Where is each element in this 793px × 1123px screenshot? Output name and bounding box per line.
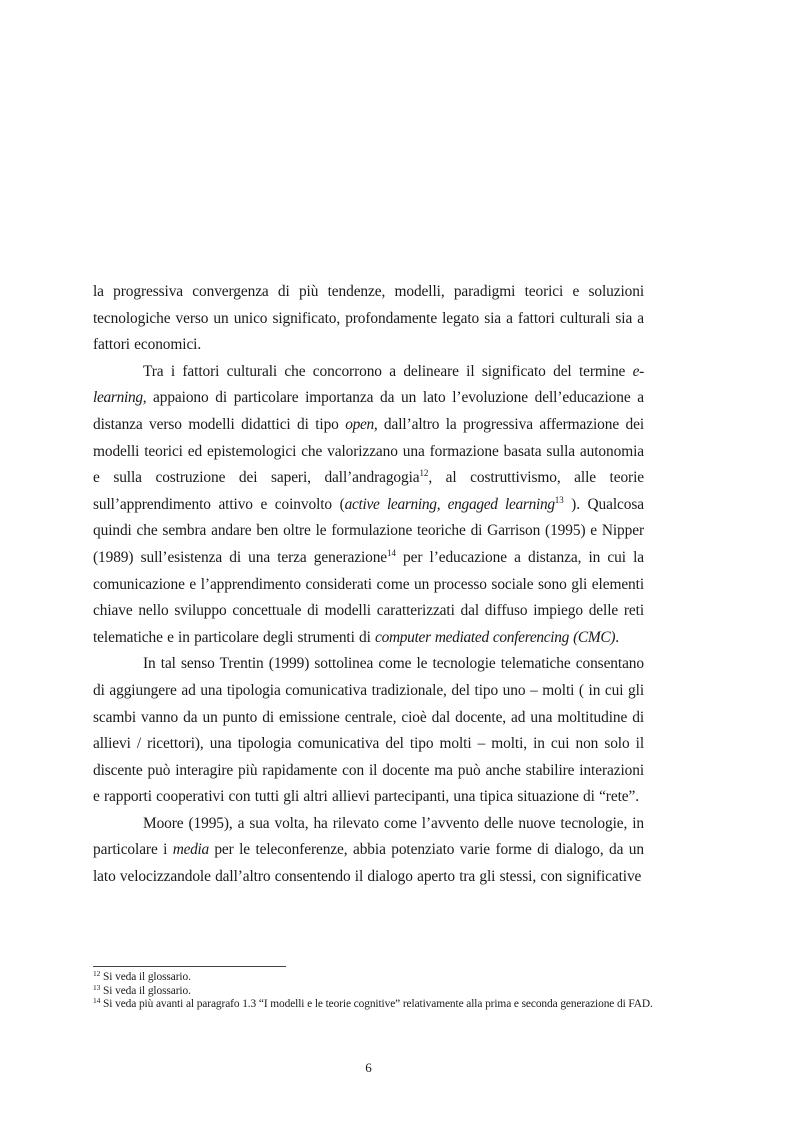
footnote-14 [93,998,653,1012]
footnote-text: Si veda il glossario. [100,971,191,983]
term-e-learning: e-learning, [93,362,644,407]
footnote-number: 14 [93,996,101,1006]
paragraph-4: Moore (1995), a sua volta, ha rilevato come l’avvento delle nuove tecnologie, in particolare i media per le teleconferenze, abbia potenziato varie forme di dialogo, da un lato velocizzandole dall’altro consentendo il dialogo aperto tra gli stessi, con significative [93,814,644,886]
footnote-text: Si veda più avanti al paragrafo 1.3 “I modelli e le teorie cognitive” relativamente alla prima e seconda generazione di FAD. [100,998,653,1011]
footnote-number: 12 [93,969,101,978]
footnote-ref-13[interactable]: 13 [554,494,564,505]
term-media: media [172,841,209,859]
body-text [93,279,644,891]
term-open: open, [345,415,378,433]
paragraph-1: la progressiva convergenza di più tendenze, modelli, paradigmi teorici e soluzioni tecnologiche verso un unico significato, profondamente legato sia a fattori culturali sia a fattori economici. [93,283,644,354]
footnote-13 [93,982,653,999]
footnote-ref-12[interactable]: 12 [419,468,429,479]
paragraph-2: Tra i fattori culturali che concorrono a delineare il significato del termine e-learning, appaiono di particolare importanza da un lato l’evoluzione dell’educazione a distanza verso modelli didattici di tipo open, dall’altro la progressiva affermazione dei modelli teorici ed epistemologici che valorizzano una formazione basata sulla autonomia e sulla costruzione dei saperi, dall’andragogia$^{12}$, al costruttivismo, alle teorie sull’apprendimento attivo e coinvolto (active learning, engaged learning$^{13}$ ). Qualcosa quindi che sembra andare ben oltre le formulazione teoriche di Garrison (1995) e Nipper (1989) sull’esistenza di una terza generazione$^{14}$ per l’educazione a distanza, in cui la comunicazione e l’apprendimento considerati come un processo sociale sono gli elementi chiave nello sviluppo concettuale di modelli caratterizzati dal diffuso impiego delle reti telematiche e in particolare degli strumenti di computer mediated conferencing (CMC). [93,362,644,646]
footnote-number: 13 [93,982,101,992]
footnotes [93,971,653,1012]
term-cmc: computer mediated conferencing (CMC) [375,628,616,646]
footnote-separator [93,966,286,967]
footnote-12 [93,971,653,985]
page-number: 6 [365,1060,372,1075]
footnote-text: Si veda il glossario. [100,984,191,997]
paragraph-3: In tal senso Trentin (1999) sottolinea come le tecnologie telematiche consentano di aggiungere ad una tipologia comunicativa tradizionale, del tipo uno – molti ( in cui gli scambi vanno da un punto di emissione centrale, cioè dal docente, ad una moltitudine di allievi / ricettori), una tipologia comunicativa del tipo molti – molti, in cui non solo il discente può interagire più rapidamente con il docente ma può anche stabilire interazioni e rapporti cooperativi con tutti gli altri allievi partecipanti, una tipica situazione di “rete”. [93,655,644,806]
term-active-learning: active learning, engaged learning [344,495,555,513]
footnote-ref-14[interactable]: 14 [387,547,396,558]
